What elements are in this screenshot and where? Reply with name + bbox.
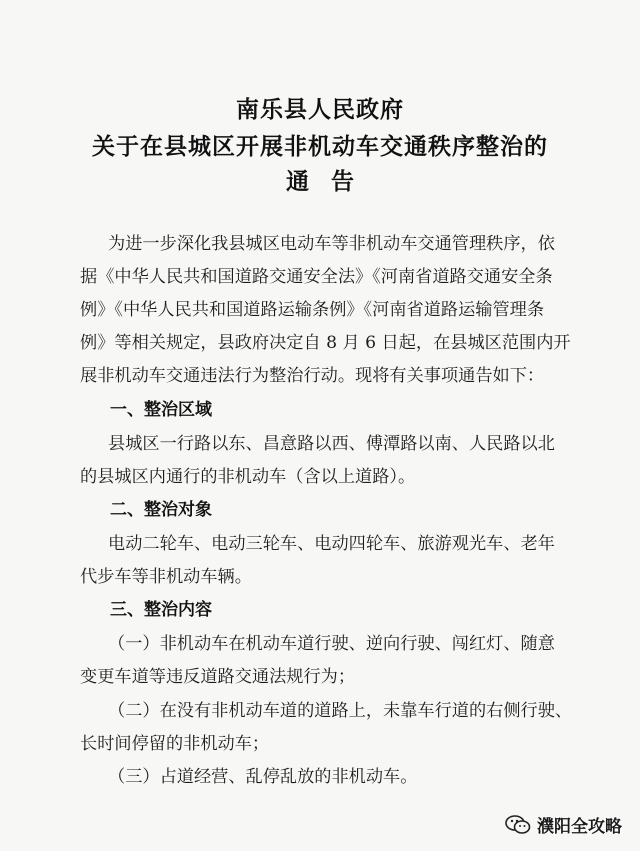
intro-line: 例》等相关规定，县政府决定自 8 月 6 日起，在县城区范围内开	[80, 333, 571, 353]
intro-line: 展非机动车交通违法行为整治行动。现将有关事项通告如下：	[80, 366, 545, 386]
document-title-type: 通告	[286, 168, 376, 195]
document-title-issuer: 南乐县人民政府	[236, 96, 404, 123]
watermark-text: 濮阳全攻略	[537, 817, 622, 837]
section-body-line: 代步车等非机动车辆。	[80, 567, 252, 587]
section-body-line: 长时间停留的非机动车；	[80, 734, 270, 754]
section-heading-content: 三、整治内容	[110, 600, 212, 620]
section-body-line: （二）在没有非机动车道的道路上，未靠车行道的右侧行驶、	[108, 701, 573, 721]
intro-line: 例》《中华人民共和国道路运输条例》《河南省道路运输管理条	[80, 300, 545, 320]
section-body-line: 的县城区内通行的非机动车（含以上道路）。	[80, 467, 416, 487]
intro-line: 据《中华人民共和国道路交通安全法》《河南省道路交通安全条	[80, 267, 553, 287]
section-body-line: 县城区一行路以东、昌意路以西、傅潭路以南、人民路以北	[108, 434, 555, 454]
wechat-icon	[505, 815, 531, 835]
intro-line: 为进一步深化我县城区电动车等非机动车交通管理秩序，依	[108, 234, 555, 254]
section-body-line: 电动二轮车、电动三轮车、电动四轮车、旅游观光车、老年	[108, 534, 555, 554]
section-body-line: 变更车道等违反道路交通法规行为；	[80, 667, 356, 687]
source-watermark	[505, 812, 622, 837]
section-body-line: （一）非机动车在机动车道行驶、逆向行驶、闯红灯、随意	[108, 634, 555, 654]
document-title-subject: 关于在县城区开展非机动车交通秩序整治的	[92, 133, 548, 160]
section-heading-area: 一、整治区域	[110, 400, 212, 420]
section-body-line: （三）占道经营、乱停乱放的非机动车。	[108, 767, 418, 787]
section-heading-targets: 二、整治对象	[110, 500, 212, 520]
